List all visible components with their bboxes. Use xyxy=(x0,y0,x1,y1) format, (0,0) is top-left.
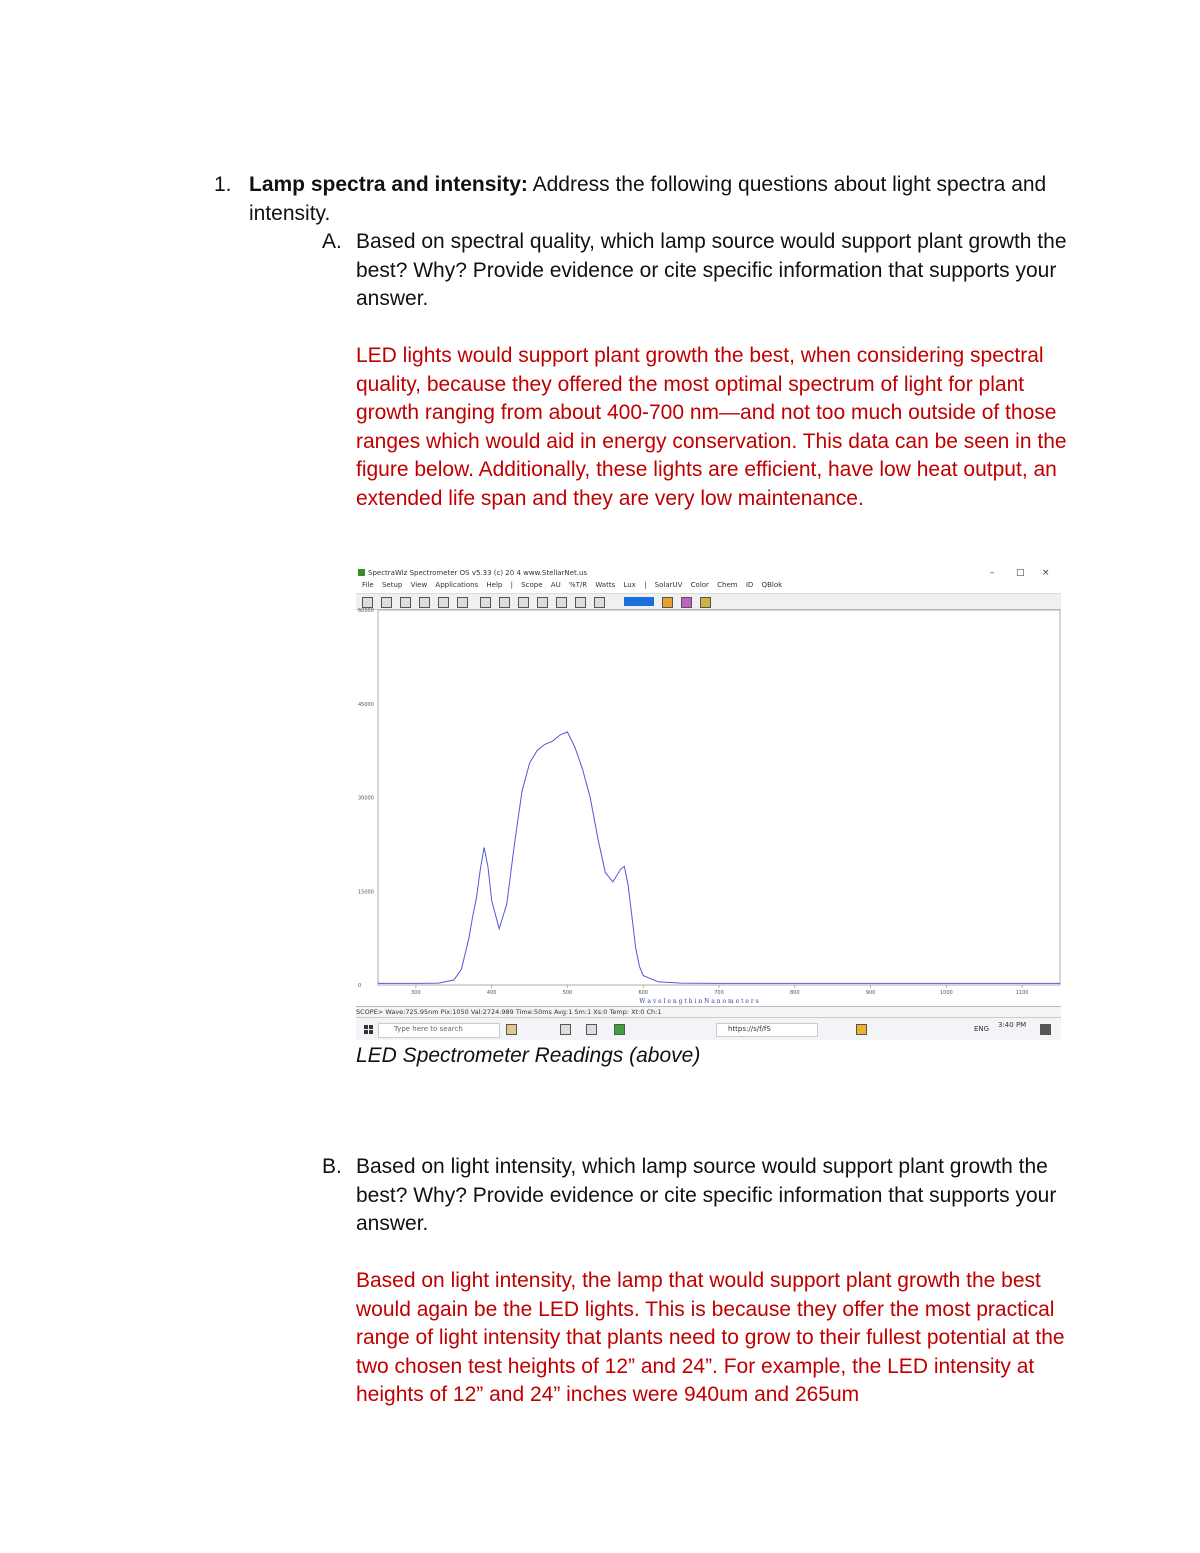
part-a-letter: A. xyxy=(322,230,342,253)
question-text: Address the following questions about light spectra and intensity. xyxy=(249,173,1047,225)
menu-item[interactable]: Watts xyxy=(595,581,616,589)
clock[interactable]: 3:40 PM xyxy=(998,1021,1027,1029)
menu-item[interactable]: View xyxy=(410,581,428,589)
cortana-icon[interactable] xyxy=(506,1024,517,1035)
menu-item[interactable]: Help xyxy=(486,581,503,589)
part-a-question: Based on spectral quality, which lamp source would support plant growth the best? Why? Provide evidence or cite specific information that supports your answer. xyxy=(356,230,1067,310)
menu-item[interactable]: Setup xyxy=(381,581,403,589)
x-tick-label: 900 xyxy=(865,990,876,996)
menu-item[interactable]: AU xyxy=(550,581,561,589)
weather-icon xyxy=(856,1024,867,1035)
question-1 xyxy=(249,171,1079,228)
baseline-icon[interactable] xyxy=(575,597,586,608)
menu-item[interactable]: File xyxy=(362,581,374,589)
menu-separator: | xyxy=(510,581,513,589)
app-icon xyxy=(358,569,365,576)
task-view-icon[interactable] xyxy=(560,1024,571,1035)
figure-caption: LED Spectrometer Readings (above) xyxy=(356,1044,701,1067)
x-tick-label: 600 xyxy=(638,990,648,996)
part-b-answer: Based on light intensity, the lamp that would support plant growth the best would again be the LED lights. This is because they offer the most practical range of light intensity that plants need to grow to their fullest potential at the two chosen test heights of 12” and 24”. For example, the LED intensity at heights of 12” and 24” inches were 940um and 265um xyxy=(356,1269,1065,1406)
print-icon[interactable] xyxy=(400,597,411,608)
menu-item[interactable]: Scope xyxy=(521,581,543,589)
windows-start-icon[interactable] xyxy=(364,1025,373,1034)
y-tick-label: 0 xyxy=(358,983,362,989)
y-tick-label: 30000 xyxy=(358,795,374,802)
dark-icon[interactable] xyxy=(594,597,605,608)
cursor-left-icon[interactable] xyxy=(480,597,491,608)
close-icon[interactable]: × xyxy=(1042,568,1050,578)
y-tick-label: 45000 xyxy=(358,701,374,708)
address-text: https://s/f/fS xyxy=(728,1025,771,1033)
menu-item[interactable]: Applications xyxy=(435,581,479,589)
taskbar xyxy=(356,1017,1061,1040)
spectrum-chart xyxy=(356,608,1061,1006)
scale-icon[interactable] xyxy=(537,597,548,608)
menu-item[interactable]: Chem xyxy=(717,581,738,589)
minimize-icon[interactable]: – xyxy=(990,568,995,578)
zoom-icon[interactable] xyxy=(518,597,529,608)
menu-separator: | xyxy=(644,581,647,589)
x-tick-label: 1100 xyxy=(1015,990,1029,996)
language-indicator[interactable]: ENG xyxy=(974,1025,990,1033)
maximize-icon[interactable]: □ xyxy=(1016,568,1025,578)
x-tick-label: 500 xyxy=(562,990,573,996)
part-b-letter: B. xyxy=(322,1155,342,1178)
part-a-answer: LED lights would support plant growth the best, when considering spectral quality, because they offered the most optimal spectrum of light for plant growth ranging from about 400-700 nm—and not too much outside of those ranges which would aid in energy conservation. This data can be seen in the figure below. Additionally, these lights are efficient, have low heat output, an extended life span and they are very low maintenance. xyxy=(356,344,1067,510)
menu-item[interactable]: QBlok xyxy=(761,581,783,589)
menu-item[interactable]: Color xyxy=(690,581,709,589)
y-tick-label: 15000 xyxy=(358,889,374,896)
x-tick-label: 1000 xyxy=(939,990,953,996)
file-explorer-icon[interactable] xyxy=(586,1024,597,1035)
peak-icon[interactable] xyxy=(556,597,567,608)
window-titlebar xyxy=(356,566,1061,580)
y-tick-label: 60000 xyxy=(358,608,374,614)
menu-bar xyxy=(356,581,1061,592)
question-heading: Lamp spectra and intensity: xyxy=(249,173,528,196)
x-tick-label: 800 xyxy=(790,990,800,996)
status-bar: SCOPE> Wave:725.95nm Pix:1050 Val:2724.989 Time:50ms Avg:1 Sm:1 Xs:0 Temp: Xt:0 Ch:1 xyxy=(356,1006,1061,1017)
plot-area xyxy=(378,610,1060,985)
part-b-question: Based on light intensity, which lamp source would support plant growth the best? Why? Provide evidence or cite specific information that supports your answer. xyxy=(356,1155,1057,1235)
x-axis-label: W a v e l e n g t h i n N a n o m e t e r s xyxy=(639,998,759,1005)
cursor-right-icon[interactable] xyxy=(499,597,510,608)
x-tick-label: 700 xyxy=(714,990,724,996)
menu-item[interactable]: SolarUV xyxy=(654,581,683,589)
bulb-icon[interactable] xyxy=(457,597,468,608)
question-number: 1. xyxy=(214,173,232,196)
palette-icon[interactable] xyxy=(681,597,692,608)
open-icon[interactable] xyxy=(362,597,373,608)
color-icon[interactable] xyxy=(662,597,673,608)
flag-icon[interactable] xyxy=(700,597,711,608)
menu-item[interactable]: %T/R xyxy=(568,581,588,589)
pin-icon[interactable] xyxy=(438,597,449,608)
menu-item[interactable]: ID xyxy=(745,581,754,589)
camera-icon[interactable] xyxy=(419,597,430,608)
spectrawiz-taskbar-icon[interactable] xyxy=(614,1024,625,1035)
menu-item[interactable]: Lux xyxy=(623,581,636,589)
x-tick-label: 300 xyxy=(411,990,421,996)
save-icon[interactable] xyxy=(381,597,392,608)
x-tick-label: 400 xyxy=(486,990,497,996)
search-placeholder: Type here to search xyxy=(394,1025,463,1033)
window-title: SpectraWiz Spectrometer OS v5.33 (c) 20 4 www.StellarNet.us xyxy=(368,569,588,577)
notification-icon[interactable] xyxy=(1040,1024,1051,1035)
integration-bar[interactable] xyxy=(624,597,654,606)
spectrometer-screenshot xyxy=(356,566,1061,1040)
